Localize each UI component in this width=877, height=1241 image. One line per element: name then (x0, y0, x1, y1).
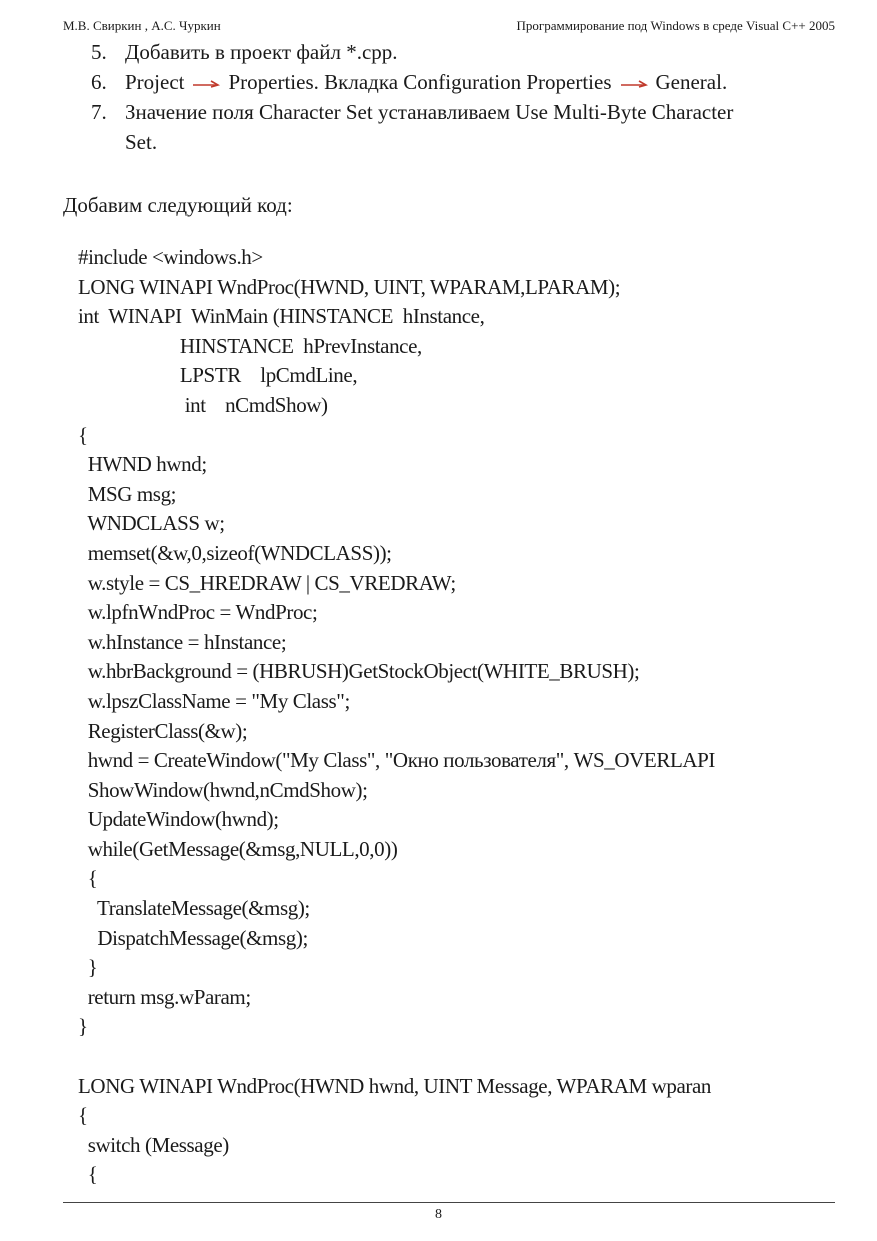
step-text-part: Properties. Вкладка Configuration Properties (228, 70, 612, 94)
code-line: MSG msg; (78, 481, 177, 506)
code-line: TranslateMessage(&msg); (78, 896, 310, 921)
page-header (63, 16, 835, 36)
code-line: int nCmdShow) (78, 392, 328, 417)
code-line: w.hbrBackground = (HBRUSH)GetStockObject(WHITE_BRUSH); (78, 659, 640, 684)
step-text: Добавить в проект файл *.cpp. (125, 40, 398, 64)
code-line: { (78, 422, 88, 447)
code-line: WNDCLASS w; (78, 511, 225, 536)
step-text-part: Project (125, 70, 185, 94)
code-line: DispatchMessage(&msg); (78, 925, 308, 950)
list-item (63, 67, 835, 97)
list-item (63, 37, 835, 67)
step-text-part: General. (655, 70, 728, 94)
footer-divider (63, 1202, 835, 1203)
code-line: ShowWindow(hwnd,nCmdShow); (78, 777, 368, 802)
code-line: { (78, 866, 98, 891)
code-line: w.lpfnWndProc = WndProc; (78, 600, 318, 625)
code-line (78, 1042, 835, 1072)
code-line: w.lpszClassName = "My Class"; (78, 688, 350, 713)
code-line: } (78, 1014, 88, 1039)
page-number: 8 (435, 1207, 442, 1222)
code-line: { (78, 1103, 88, 1128)
code-line: HINSTANCE hPrevInstance, (78, 333, 422, 358)
code-line: UpdateWindow(hwnd); (78, 807, 279, 832)
code-line: HWND hwnd; (78, 452, 207, 477)
code-line: int WINAPI WinMain (HINSTANCE hInstance, (78, 304, 485, 329)
step-text: Значение поля Character Set устанавливаем Use Multi-Byte Character (125, 100, 734, 124)
right-arrow-icon (620, 77, 648, 91)
step-number: 7. (91, 100, 107, 124)
header-authors: М.В. Свиркин , А.С. Чуркин (63, 18, 221, 33)
steps-list (63, 37, 835, 157)
code-line: w.hInstance = hInstance; (78, 629, 287, 654)
code-line: w.style = CS_HREDRAW | CS_VREDRAW; (78, 570, 456, 595)
code-line: return msg.wParam; (78, 984, 251, 1009)
right-arrow-icon (192, 77, 220, 91)
code-line: LPSTR lpCmdLine, (78, 363, 358, 388)
code-line: } (78, 955, 98, 980)
step-number: 6. (91, 70, 107, 94)
code-line: switch (Message) (78, 1132, 229, 1157)
code-line: RegisterClass(&w); (78, 718, 248, 743)
code-block (78, 243, 835, 1190)
code-line: { (78, 1162, 98, 1187)
code-line: LONG WINAPI WndProc(HWND, UINT, WPARAM,LPARAM); (78, 274, 621, 299)
step-number: 5. (91, 40, 107, 64)
code-line: hwnd = CreateWindow("My Class", "Окно пользователя", WS_OVERLAPI (78, 748, 716, 773)
intro-text: Добавим следующий код: (63, 193, 293, 217)
header-book-title: Программирование под Windows в среде Visual C++ 2005 (516, 18, 835, 33)
code-line: LONG WINAPI WndProc(HWND hwnd, UINT Message, WPARAM wparan (78, 1073, 711, 1098)
code-line: #include <windows.h> (78, 245, 263, 269)
code-line: while(GetMessage(&msg,NULL,0,0)) (78, 836, 398, 861)
list-item (63, 97, 835, 157)
step-text-continuation: Set. (125, 130, 158, 154)
code-line: memset(&w,0,sizeof(WNDCLASS)); (78, 540, 392, 565)
